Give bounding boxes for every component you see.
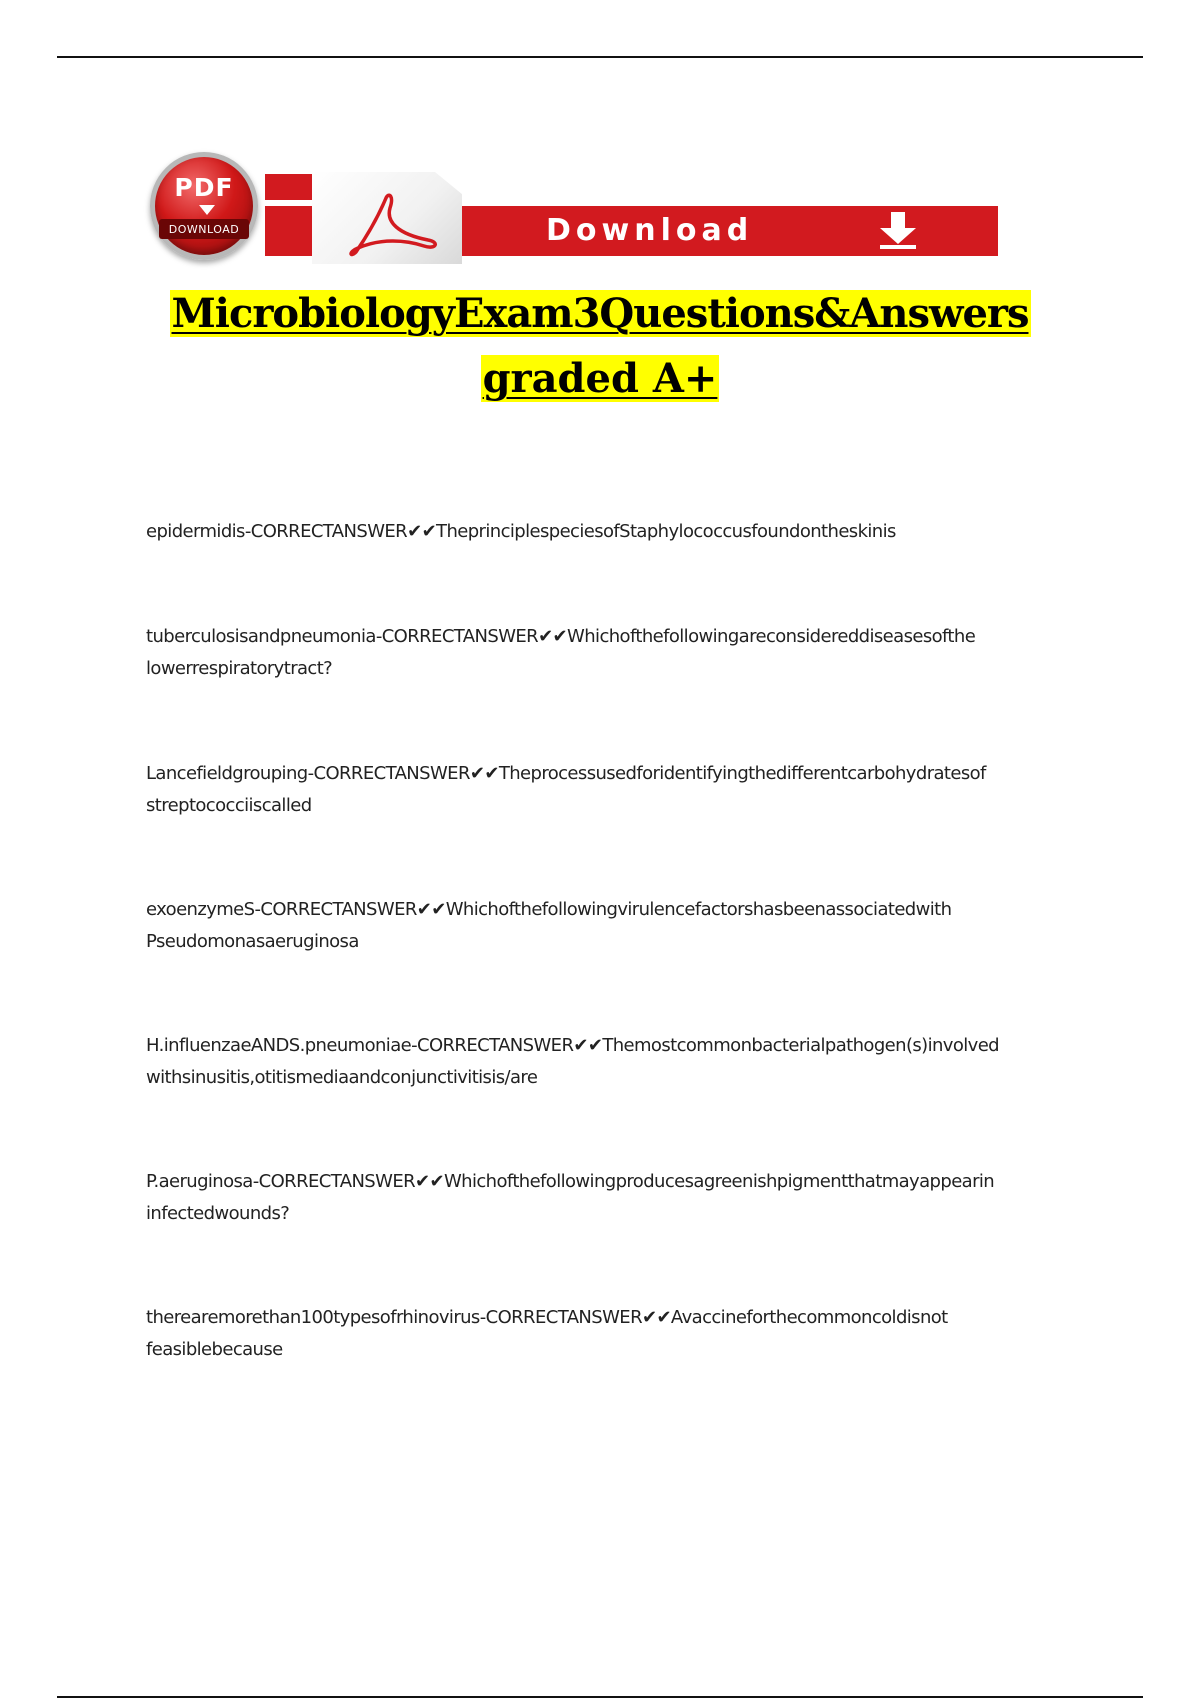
qa-entry-line-2: streptococciiscalled (146, 795, 312, 816)
page-title (0, 290, 1200, 337)
qa-entry-line-2: lowerrespiratorytract? (146, 658, 333, 679)
download-label: Download (546, 213, 754, 248)
qa-entry-line-1: tuberculosisandpneumonia-CORRECTANSWER✔✔Whichofthefollowingareconsidereddiseasesofthe (146, 626, 976, 647)
acrobat-pdf-icon (336, 190, 446, 258)
qa-entry (146, 758, 1096, 822)
qa-entry (146, 1030, 1096, 1094)
qa-entry (146, 621, 1096, 685)
seal-download-text: DOWNLOAD (168, 223, 240, 236)
qa-entry-line-1: P.aeruginosa-CORRECTANSWER✔✔Whichofthefollowingproducesagreenishpigmentthatmayappearin (146, 1171, 995, 1192)
qa-entry-line-1: therearemorethan100typesofrhinovirus-CORRECTANSWER✔✔Avaccineforthecommoncoldisnot (146, 1307, 948, 1328)
qa-entry-line-2: feasiblebecause (146, 1339, 283, 1360)
pdf-download-seal-icon (150, 152, 258, 260)
download-arrow-icon (876, 212, 920, 250)
seal-pdf-text: PDF (174, 173, 234, 202)
qa-entry-line-2: infectedwounds? (146, 1203, 290, 1224)
pdf-download-banner[interactable] (148, 150, 998, 268)
header-rule (57, 56, 1143, 58)
page-subtitle (0, 355, 1200, 402)
seal-arrow-icon (199, 205, 215, 215)
qa-entry (146, 516, 1096, 548)
qa-entry-line-2: Pseudomonasaeruginosa (146, 931, 359, 952)
footer-rule (57, 1696, 1143, 1698)
title-line-2: graded A+ (482, 355, 718, 402)
qa-entry (146, 894, 1096, 958)
qa-entry-line-1: exoenzymeS-CORRECTANSWER✔✔Whichofthefollowingvirulencefactorshasbeenassociatedwith (146, 899, 952, 920)
qa-entry-line-1: Lancefieldgrouping-CORRECTANSWER✔✔Theprocessusedforidentifyingthedifferentcarbohydratesof (146, 763, 986, 784)
qa-entry (146, 1166, 1096, 1230)
qa-entry-line-1: H.influenzaeANDS.pneumoniae-CORRECTANSWER✔✔Themostcommonbacterialpathogen(s)involved (146, 1035, 999, 1056)
qa-entry-line-1: epidermidis-CORRECTANSWER✔✔TheprinciplespeciesofStaphylococcusfoundontheskinis (146, 521, 896, 542)
title-line-1: MicrobiologyExam3Questions&Answers (171, 290, 1029, 337)
qa-entry (146, 1302, 1096, 1366)
qa-entry-line-2: withsinusitis,otitismediaandconjunctivitisis/are (146, 1067, 538, 1088)
